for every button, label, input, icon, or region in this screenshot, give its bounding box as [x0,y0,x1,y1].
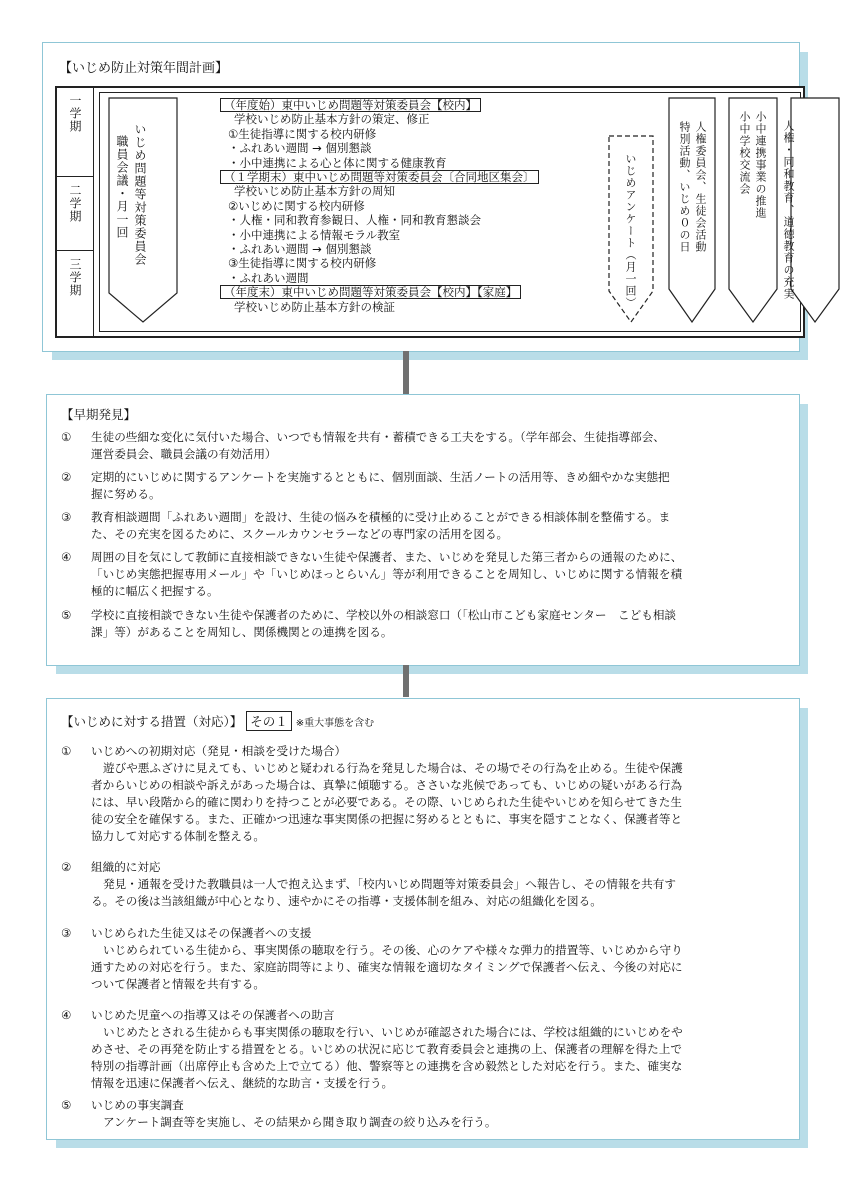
early-item-number: ④ [61,550,72,564]
early-item-number: ① [61,430,72,444]
response-item-heading: 組織的に対応 [91,860,161,874]
early-item-line: 定期的にいじめに関するアンケートを実施するとともに、個別面談、生活ノートの活用等、きめ細やかな実態把 [91,470,670,484]
response-item-number: ① [61,744,72,758]
response-title: 【いじめに対する措置（対応）】 [61,714,243,729]
plan-panel [42,42,800,352]
response-item-line: 特別の指導計画（出席停止も含めた上で立てる）他、警察等との連携を含め毅然とした対応を行う。また、確実な [91,1059,683,1073]
plan-inner-box [99,92,801,332]
meeting-line [220,285,590,299]
meeting-line: ①生徒指導に関する校内研修 [228,126,377,141]
response-item-line: いじめたとされる生徒からも事実関係の聴取を行い、いじめが確認された場合には、学校は組織的にいじめをや [103,1025,683,1039]
response-item-line: 情報を迅速に保護者へ伝え、継続的な助言・支援を行う。 [91,1076,394,1090]
response-item-line: ついて保護者と情報を共有する。 [91,977,265,991]
meeting-line [220,98,590,112]
elem-jr-arrow-line1: 小中連携事業の推進 [754,111,767,219]
connector-line [403,665,409,697]
response-item-line: めさせ、その再発を防止する措置をとる。いじめの状況に応じて教育委員会と連携の上、保護者の理解を得た上で [91,1042,682,1056]
early-item-line: 学校に直接相談できない生徒や保護者のために、学校以外の相談窓口（「松山市こども家庭センター こども相談 [91,608,677,622]
meeting-line-text: （年度末）東中いじめ問題等対策委員会【校内】【家庭】 [220,285,521,299]
early-item-line: 周囲の目を気にして教師に直接相談できない生徒や保護者、また、いじめを発見した第三者からの通報のために、 [91,550,683,564]
meeting-line: ・ふれあい週間 → 個別懇談 [228,141,372,156]
term-3 [57,258,93,297]
connector-line [403,351,409,395]
term-separator [57,250,93,251]
plan-box [55,86,805,338]
early-item-line: 「いじめ実態把握専用メール」や「いじめほっとらいん」等が利用できることを周知し、いじめに関する情報を積 [91,567,683,581]
term-column [57,88,94,336]
term-2-label: 二学期 [68,184,82,223]
early-item-number: ③ [61,510,72,524]
staff-meeting-arrow-line2: 職員会議・月一回 [115,135,129,239]
early-item-line: 極的に幅広く把握する。 [91,584,219,598]
student-council-arrow-line1: 人権委員会、生徒会活動 [694,121,707,253]
response-part-label: その１ [246,711,292,731]
response-item-number: ② [61,860,72,874]
response-item-line: 徒の安全を確保する。また、正確かつ迅速な事実関係の把握に努めるとともに、事実を隠すことなく、保護者等と [91,812,683,826]
early-item-line: 握に努める。 [91,487,161,501]
early-item-line: 運営委員会、職員会議の有効活用） [91,447,277,461]
meeting-line: ・小中連携による心と体に関する健康教育 [228,155,447,170]
response-item-line: には、早い段階から的確に関わりを持つことが必要である。その際、いじめられた生徒やいじめを知らせてきた生 [91,795,682,809]
meeting-line-text: （年度始）東中いじめ問題等対策委員会【校内】 [220,98,481,112]
plan-title: 【いじめ防止対策年間計画】 [59,61,229,76]
meeting-schedule [220,98,590,314]
response-item-line: 者からいじめの相談や訴えがあった場合は、真摯に傾聴する。ささいな兆候であっても、いじめの疑いがある行為 [91,778,683,792]
early-item-line: た、その充実を図るために、スクールカウンセラーなどの専門家の活用を図る。 [91,527,509,541]
meeting-line: ・人権・同和教育参観日、人権・同和教育懇談会 [228,213,481,228]
meeting-line: ・ふれあい週間 → 個別懇談 [228,242,372,257]
response-item-line: アンケート調査等を実施し、その結果から聞き取り調査の絞り込みを行う。 [103,1115,497,1129]
meeting-line: ③生徒指導に関する校内研修 [228,256,377,271]
early-item-line: 教育相談週間「ふれあい週間」を設け、生徒の悩みを積極的に受け止めることができる相談体制を整備する。ま [91,510,671,524]
response-item-line: 発見・通報を受けた教職員は一人で抱え込まず、「校内いじめ問題等対策委員会」へ報告し、その情報を共有す [103,877,676,891]
response-item-line: 遊びや悪ふざけに見えても、いじめと疑われる行為を発見した場合は、その場でその行為を止める。生徒や保護 [103,761,683,775]
meeting-line: 学校いじめ防止基本方針の検証 [234,299,395,314]
early-item-line: 課」等）があることを周知し、関係機関との連携を図る。 [91,625,393,639]
early-item-number: ② [61,470,72,484]
response-panel [46,698,800,1140]
elem-jr-arrow-line2: 小中学校交流会 [738,111,751,195]
term-2 [57,184,93,223]
meeting-line: 学校いじめ防止基本方針の周知 [234,184,395,199]
term-1 [57,94,93,133]
early-item-number: ⑤ [61,608,72,622]
meeting-line: ②いじめに関する校内研修 [228,198,365,213]
meeting-line: ・ふれあい週間 [228,270,309,285]
survey-arrow-text: いじめアンケート（月一回） [624,153,637,309]
meeting-line-text: （１学期末）東中いじめ問題等対策委員会〔合同地区集会〕 [220,170,539,184]
student-council-arrow-line2: 特別活動、いじめ０の日 [678,121,691,253]
response-item-heading: いじめの事実調査 [91,1098,184,1112]
response-item-line: る。その後は当該組織が中心となり、速やかにその指導・支援体制を組み、対応の組織化を図る。 [91,894,602,908]
response-note: ※重大事態を含む [295,718,375,729]
response-item-number: ③ [61,926,72,940]
human-rights-arrow-text: 人権・同和教育、道徳教育の充実 [782,120,795,300]
meeting-line [220,170,590,184]
response-item-line: 通すための対応を行う。また、家庭訪問等により、確実な情報を適切なタイミングで保護者へ伝え、今後の対応に [91,960,683,974]
response-item-heading: いじめた児童への指導又はその保護者への助言 [91,1008,335,1022]
term-1-label: 一学期 [68,94,82,133]
term-3-label: 三学期 [68,258,82,297]
early-item-line: 生徒の些細な変化に気付いた場合、いつでも情報を共有・蓄積できる工夫をする。（学年部会、生徒指導部会、 [91,430,665,444]
early-title: 【早期発見】 [61,407,137,422]
meeting-line: ・小中連携による情報モラル教室 [228,227,401,242]
response-item-line: 協力して対応する体制を整える。 [91,829,265,843]
early-panel [46,394,800,666]
staff-meeting-arrow-line1: いじめ問題等対策委員会 [133,123,147,266]
response-title-row [61,711,374,731]
human-rights-arrow-shape [790,97,840,323]
response-item-line: いじめられている生徒から、事実関係の聴取を行う。その後、心のケアや様々な弾力的措置等、いじめから守り [103,943,683,957]
response-item-heading: いじめられた生徒又はその保護者への支援 [91,926,312,940]
term-separator [57,176,93,177]
response-item-heading: いじめへの初期対応（発見・相談を受けた場合） [91,744,347,758]
response-item-number: ⑤ [61,1098,72,1112]
meeting-line: 学校いじめ防止基本方針の策定、修正 [234,112,430,127]
response-item-number: ④ [61,1008,72,1022]
